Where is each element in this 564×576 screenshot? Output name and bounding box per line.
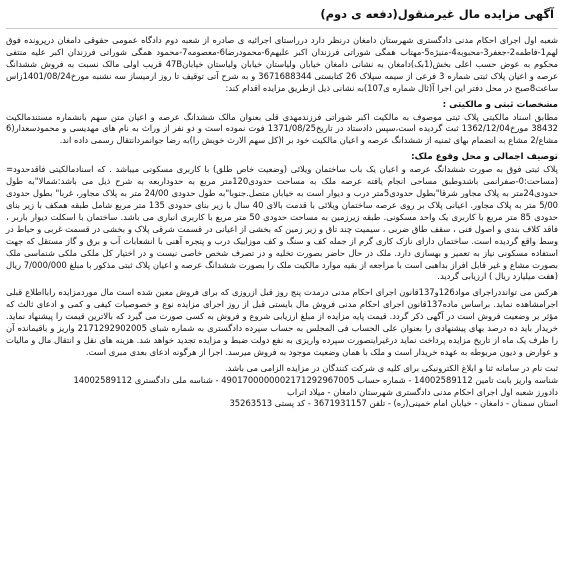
footer-registration-note: ثبت نام در سامانه ثنا و ابلاغ الکترونیکی برای کلیه ی شرکت کنندگان در مزایده الزامی می باشد. [224,362,558,373]
footer-address-line: استان سمنان - دامغان - خیابان امام خمینی(ره) - تلفن 3671931157 - کد پستی 35263513 [229,398,558,409]
description-paragraph: پلاک ثبتی فوق به صورت ششدانگ عرصه و اعیان یک باب ساختمان ویلائی (وضعیت خاص طلق) با کاربری مسکونی میباشد . که اسنادمالکیتی فاقدحدود=(مساحت:0-صفرانمی باشدوطبق مساحی انجام یافته عرصه ملک به مساحت حدودی120متر مربع به حدوداربعه به شرح ذیل می باشد:شمالا"به طول حدودی24متر به پلاک مجاور شرقا"بطول حدودی5متر درب و دیوار است به خیابان متصل.جنوبا"به طول حدودی 24/00 متر به پلاک مجاور، غربا" بطول حدودی 5/00 متر به پلاک مجاور. اعیانی پلاک بر روی عرصه ساختمان ویلائی با قدمت بالای 40 سال با زیر بنای حدودی 135 متر مربع شامل طبقه همکف با زیر بنای حدودی 85 متر مربع با کاربری یک واحد مسکونی. طبقه زیرزمین به مساحت حدودی 50 متر مربع با کاربری انباری می باشد. ساختمان با اسکلت دیوار باربر ، فاقد کلاف بندی و اصول فنی ، سقف طاق ضربی ، سیمیت چند تاق و زیر زمین که بخشی از اعیانی در قسمت شرقی پلاک و بخشی در قسمت غربی و حیاط در وسط واقع گردیده است. ساختمان دارای نازک کاری گرم از جمله کف و سنگ و کف موزاییک درب و پنجره آهنی با انشعابات آب و برق و گاز مستقل که جهت استفاده مسکونی نیاز به تعمیر و بهسازی دارد. ملک در حال حاضر بصورت تخلیه و در تصرف شخص خاصی نیست و در اختیار کل ملکی ملکی شنماسی ملک بصورت مشاع و غیر قابل افراز بداهبی است با مراجعه از بقیه موارد مالکیت ملک را بصورت ششدانگ عرصه و اعیان پلاک ثبتی مذکور با مبلغ 7/000/000 ریال (هفت میلیارد ریال ) ارزیابی گردید. [6,164,559,282]
registration-paragraph: مطابق اسناد مالکیتی پلاک ثبتی موصوف به مالکیت اکبر شوراتی فرزندمهدی قلی بعنوان مالک ششدانگ عرصه و اعیان متن سهم بانشماره مستندمالکیت 38432 مورخ1362/12/04 ثبت گردیده است،سپس دادستاد در تاریخ1371/08/25 فوت نموده است و دو نفر از وراث به نام های مهدیسی و محمودسعدار(6 مشاع/2 مشاع به انضمام بهای ثمنیه از ششدانگ عرصه و اعیان مالکیت خود بر ا(کل سهم الارث خویش را)به رضا جوانمردانتقال رسمی داده اند. [6,111,558,146]
description-heading: توصیف اجمالی و محل وقوع ملک: [411,152,558,163]
registration-heading: مشخصات ثبتی و مالکیتی : [442,99,558,110]
title-bar [6,0,558,29]
footer-account-line: شناسه واریز بابت تامین 14002589112 - شماره حساب 4901700000002171292967005 - شناسه ملی دادگستری 14002589112 [73,374,558,385]
intro-paragraph: شعبه اول اجرای احکام مدنی دادگستری شهرستان دامغان درنظر دارد درراستای اجرائیه ی صادره از شعبه دوم دادگاه عمومی حقوقی دامغان درپرونده فوق لهم1-فاطمه2-جعفر3-محبوبه4-منیژه5-مهتاب همگی شوراتی فرزندان اکبر علیهم6-محمودرضا6-معصومه7-محمود همگی شوراتی فرزندان اکبر علیه منتفی محکوم به عوض حسب اعلی بخش(1بک)دامغان به نشانی دامغان خیابان ولیاستان خیابان ولیاستان خیابان47B قریب اولی مالک نسبت به فروش ششدانگ عرصه و اعیان پلاک ثبتی شماره 3 فرعی از سیمه سپلاک 26 کتابستی 3671688344 و به شرح آتی توقیف تا روز ارمیساز سه نشنبه مورخ1401/08/24زاس ساعت8صبح در محل دفتر این اجرا آ(ثال شماره ی107)به نشانی ذیل ازطریق مزایده اقدام کند: [6,35,559,93]
footer-officer-line: دادورز شعبه اول اجرای احکام مدنی دادگستری شهرستان دامغان - میلاد اتراب [286,386,558,397]
notice-title: آگهی مزایده مال غیرمنقول(دفعه ی دوم) [320,7,554,21]
terms-paragraph: هرکس می توانددراجرای مواد126و137قانون اجرای احکام مدنی درمدت پنج روز قبل ازروزی که برای فروش معین شده است مال موردمزایده رابااطلاع قبلی اجرامشاهده نماید. براساس ماده137قانون اجرای احکام مدنی فروش مال بایستی قبل از روز اجرای مزایده نوع و خصوصیات کیفی و کمی و ادعای ثالث که مؤثر بر وضعیت فروش است در آگهی ذکر گردد. قیمت پایه مزایده از مبلغ ارزیابی شروع و فروش به کسی صورت می گیرد که بالاترین قیمت را پیشنهاد نماید. خریدار باید ده درصد بهای پیشنهادی را بعنوان علی الحساب فی المجلس به حساب سپرده دادگستری به شماره شبای 2171292902005 واریز و باقیمانده آن را ظرف یک ماه از تاریخ مزایده پرداخت نماید درغیراینصورت سپرده واریزی به نفع دولت ضبط و مزایده تجدید خواهد شد. هزینه های نقل و انتقال مال و مالیات و عوارض و دیون مربوطه به عهده خریدار است و ملک با همان وضعیت موجود به فروش میرسد. اجرا از هرگونه ادعای بعدی مبری است. [6,287,558,357]
